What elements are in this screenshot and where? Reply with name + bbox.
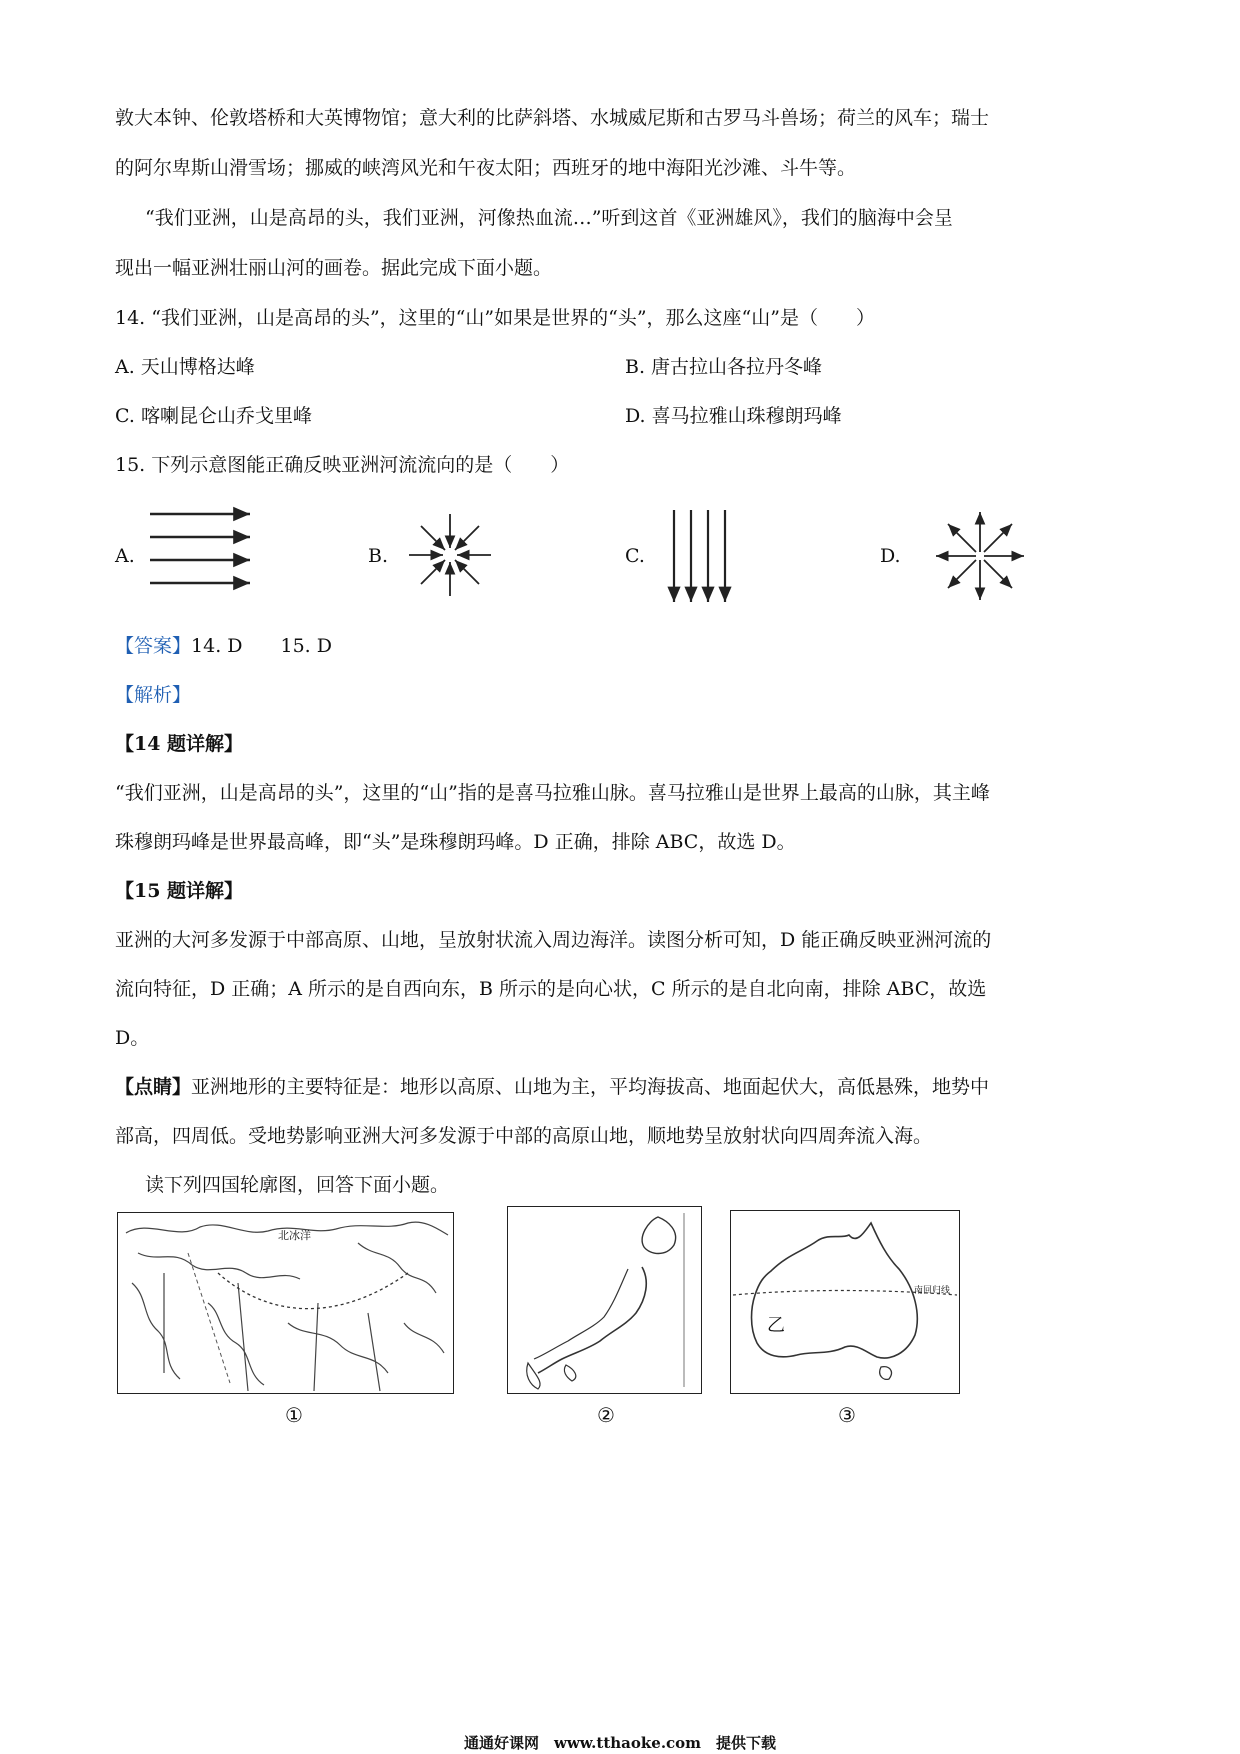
map-japan bbox=[507, 1206, 702, 1394]
question-15-stem: 15. 下列示意图能正确反映亚洲河流流向的是（ ） bbox=[115, 454, 570, 476]
answer-value: 14. D 15. D bbox=[191, 635, 332, 657]
dianjing-text: 亚洲地形的主要特征是：地形以高原、山地为主，平均海拔高、地面起伏大，高低悬殊，地势中 bbox=[191, 1076, 990, 1098]
japan-outline bbox=[508, 1207, 701, 1393]
q15-detail-text: 流向特征，D 正确；A 所示的是自西向东，B 所示的是向心状，C 所示的是自北向南，排除 ABC，故选 bbox=[115, 978, 987, 1000]
paragraph-line: 敦大本钟、伦敦塔桥和大英博物馆；意大利的比萨斜塔、水城威尼斯和古罗马斗兽场；荷兰的风车；瑞士 bbox=[115, 107, 990, 129]
footer-source: 通通好课网 www.tthaoke.com 提供下载 bbox=[463, 1734, 777, 1752]
region-yi-label: 乙 bbox=[767, 1315, 785, 1336]
arctic-ocean-label: 北冰洋 bbox=[278, 1229, 311, 1242]
q15-option-a-label: A. bbox=[115, 545, 135, 567]
q15-diagram-b bbox=[405, 510, 495, 600]
q15-detail-text: D。 bbox=[115, 1027, 150, 1049]
q14-detail-text: 珠穆朗玛峰是世界最高峰，即“头”是珠穆朗玛峰。D 正确，排除 ABC，故选 D。 bbox=[115, 831, 796, 853]
q15-detail-heading: 【15 题详解】 bbox=[115, 880, 244, 902]
dianjing-label: 【点睛】 bbox=[115, 1076, 192, 1098]
map-australia bbox=[730, 1210, 960, 1394]
q15-option-c-label: C. bbox=[625, 545, 645, 567]
map-1-number: ① bbox=[285, 1403, 303, 1427]
answer-line bbox=[115, 633, 332, 659]
q14-option-b: B. 唐古拉山各拉丹冬峰 bbox=[625, 356, 823, 378]
dianjing-text: 部高，四周低。受地势影响亚洲大河多发源于中部的高原山地，顺地势呈放射状向四周奔流入海。 bbox=[115, 1125, 933, 1147]
q15-diagram-d bbox=[932, 508, 1028, 604]
q15-option-b-label: B. bbox=[368, 545, 389, 567]
next-group-intro: 读下列四国轮廓图，回答下面小题。 bbox=[145, 1174, 450, 1196]
passage-intro: “我们亚洲，山是高昂的头，我们亚洲，河像热血流…”听到这首《亚洲雄风》，我们的脑海中会呈 bbox=[145, 207, 953, 229]
q15-detail-text: 亚洲的大河多发源于中部高原、山地，呈放射状流入周边海洋。读图分析可知，D 能正确反映亚洲河流的 bbox=[115, 929, 992, 951]
q15-option-d-label: D. bbox=[880, 545, 901, 567]
map-russia bbox=[117, 1212, 454, 1394]
answer-label: 【答案】 bbox=[115, 635, 192, 657]
paragraph-line: 的阿尔卑斯山滑雪场；挪威的峡湾风光和午夜太阳；西班牙的地中海阳光沙滩、斗牛等。 bbox=[115, 157, 857, 179]
map-3-number: ③ bbox=[838, 1403, 856, 1427]
dianjing-line bbox=[115, 1074, 989, 1100]
tropic-of-capricorn-label: 南回归线 bbox=[914, 1286, 951, 1296]
analysis-label: 【解析】 bbox=[115, 684, 192, 706]
q14-option-c: C. 喀喇昆仑山乔戈里峰 bbox=[115, 405, 312, 427]
q14-option-d: D. 喜马拉雅山珠穆朗玛峰 bbox=[625, 405, 842, 427]
q15-diagram-a bbox=[148, 508, 258, 598]
question-14-stem: 14. “我们亚洲，山是高昂的头”，这里的“山”如果是世界的“头”，那么这座“山”是（ ） bbox=[115, 307, 875, 329]
q15-diagram-c bbox=[668, 508, 738, 608]
q14-detail-text: “我们亚洲，山是高昂的头”，这里的“山”指的是喜马拉雅山脉。喜马拉雅山是世界上最高的山脉，其主峰 bbox=[115, 782, 990, 804]
australia-outline bbox=[731, 1211, 959, 1393]
q14-detail-heading: 【14 题详解】 bbox=[115, 733, 244, 755]
map-2-number: ② bbox=[597, 1403, 615, 1427]
q14-option-a: A. 天山博格达峰 bbox=[115, 356, 255, 378]
passage-intro: 现出一幅亚洲壮丽山河的画卷。据此完成下面小题。 bbox=[115, 257, 553, 279]
